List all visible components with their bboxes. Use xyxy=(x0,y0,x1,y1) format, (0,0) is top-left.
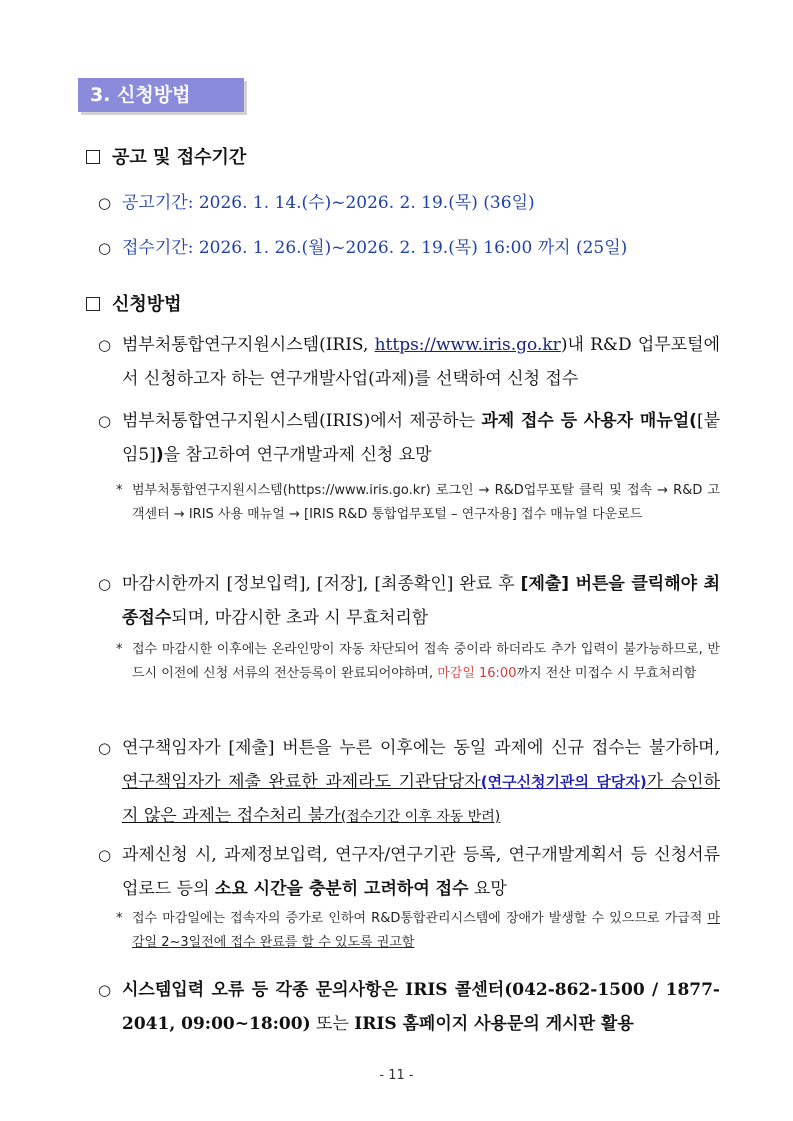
method-item-5: ○ 과제신청 시, 과제정보입력, 연구자/연구기관 등록, 연구개발계획서 등 신청서류 업로드 등의 소요 시간을 충분히 고려하여 접수 요망 xyxy=(98,838,720,906)
circle-bullet-icon: ○ xyxy=(98,412,112,430)
receipt-period xyxy=(98,231,720,265)
heading-text: 공고 및 접수기간 xyxy=(112,147,247,168)
checkbox-square-icon xyxy=(86,297,100,311)
announce-period xyxy=(98,186,720,220)
heading-text: 신청방법 xyxy=(112,294,182,315)
circle-bullet-icon: ○ xyxy=(98,981,112,999)
circle-bullet-icon: ○ xyxy=(98,575,112,593)
circle-bullet-icon: ○ xyxy=(98,194,112,212)
note-3: * 접수 마감일에는 접속자의 증가로 인하여 R&D통합관리시스템에 장애가 발생할 수 있으므로 가급적 마감일 2~3일전에 접수 완료를 할 수 있도록 권고함 xyxy=(116,911,720,950)
method-item-1: ○ 범부처통합연구지원시스템(IRIS, https://www.iris.go.kr)내 R&D 업무포털에서 신청하고자 하는 연구개발사업(과제)를 선택하여 신청 접수 xyxy=(98,328,720,396)
circle-bullet-icon: ○ xyxy=(98,739,112,757)
page-number: - 11 - xyxy=(379,1068,414,1083)
section-title: 3. 신청방법 xyxy=(78,78,244,112)
circle-bullet-icon: ○ xyxy=(98,336,112,354)
method-item-4: ○ 연구책임자가 [제출] 버튼을 누른 이후에는 동일 과제에 신규 접수는 불가하며, 연구책임자가 제출 완료한 과제라도 기관담당자(연구신청기관의 담당자)가 승인하지 않은 과제는 접수처리 불가(접수기간 이후 자동 반려) xyxy=(98,731,720,834)
checkbox-square-icon xyxy=(86,150,100,164)
circle-bullet-icon: ○ xyxy=(98,239,112,257)
heading-method xyxy=(86,290,182,316)
iris-link[interactable]: https://www.iris.go.kr xyxy=(374,335,561,355)
method-item-2: ○ 범부처통합연구지원시스템(IRIS)에서 제공하는 과제 접수 등 사용자 매뉴얼([붙임5])을 참고하여 연구개발과제 신청 요망 xyxy=(98,404,720,472)
announce-text: 공고기간: 2026. 1. 14.(수)~2026. 2. 19.(목) (36일) xyxy=(122,193,535,213)
receipt-text: 접수기간: 2026. 1. 26.(월)~2026. 2. 19.(목) 16:00 까지 (25일) xyxy=(122,238,628,258)
note-1: * 범부처통합연구지원시스템(https://www.iris.go.kr) 로그인 → R&D업무포탈 클릭 및 접속 → R&D 고객센터 → IRIS 사용 매뉴얼 → [IRIS R&D 통합업무포털 – 연구자용] 접수 매뉴얼 다운로드 xyxy=(116,483,720,522)
method-item-6: ○ 시스템입력 오류 등 각종 문의사항은 IRIS 콜센터(042-862-1500 / 1877-2041, 09:00~18:00) 또는 IRIS 홈페이지 사용문의 게시판 활용 xyxy=(98,973,720,1041)
note-2: * 접수 마감시한 이후에는 온라인망이 자동 차단되어 접속 중이라 하더라도 추가 입력이 불가능하므로, 반드시 이전에 신청 서류의 전산등록이 완료되어야하며, 마감일 16:00까지 전산 미접수 시 무효처리함 xyxy=(116,642,720,681)
heading-period xyxy=(86,143,246,169)
circle-bullet-icon: ○ xyxy=(98,846,112,864)
method-item-3: ○ 마감시한까지 [정보입력], [저장], [최종확인] 완료 후 [제출] 버튼을 클릭해야 최종접수되며, 마감시한 초과 시 무효처리함 xyxy=(98,567,720,635)
